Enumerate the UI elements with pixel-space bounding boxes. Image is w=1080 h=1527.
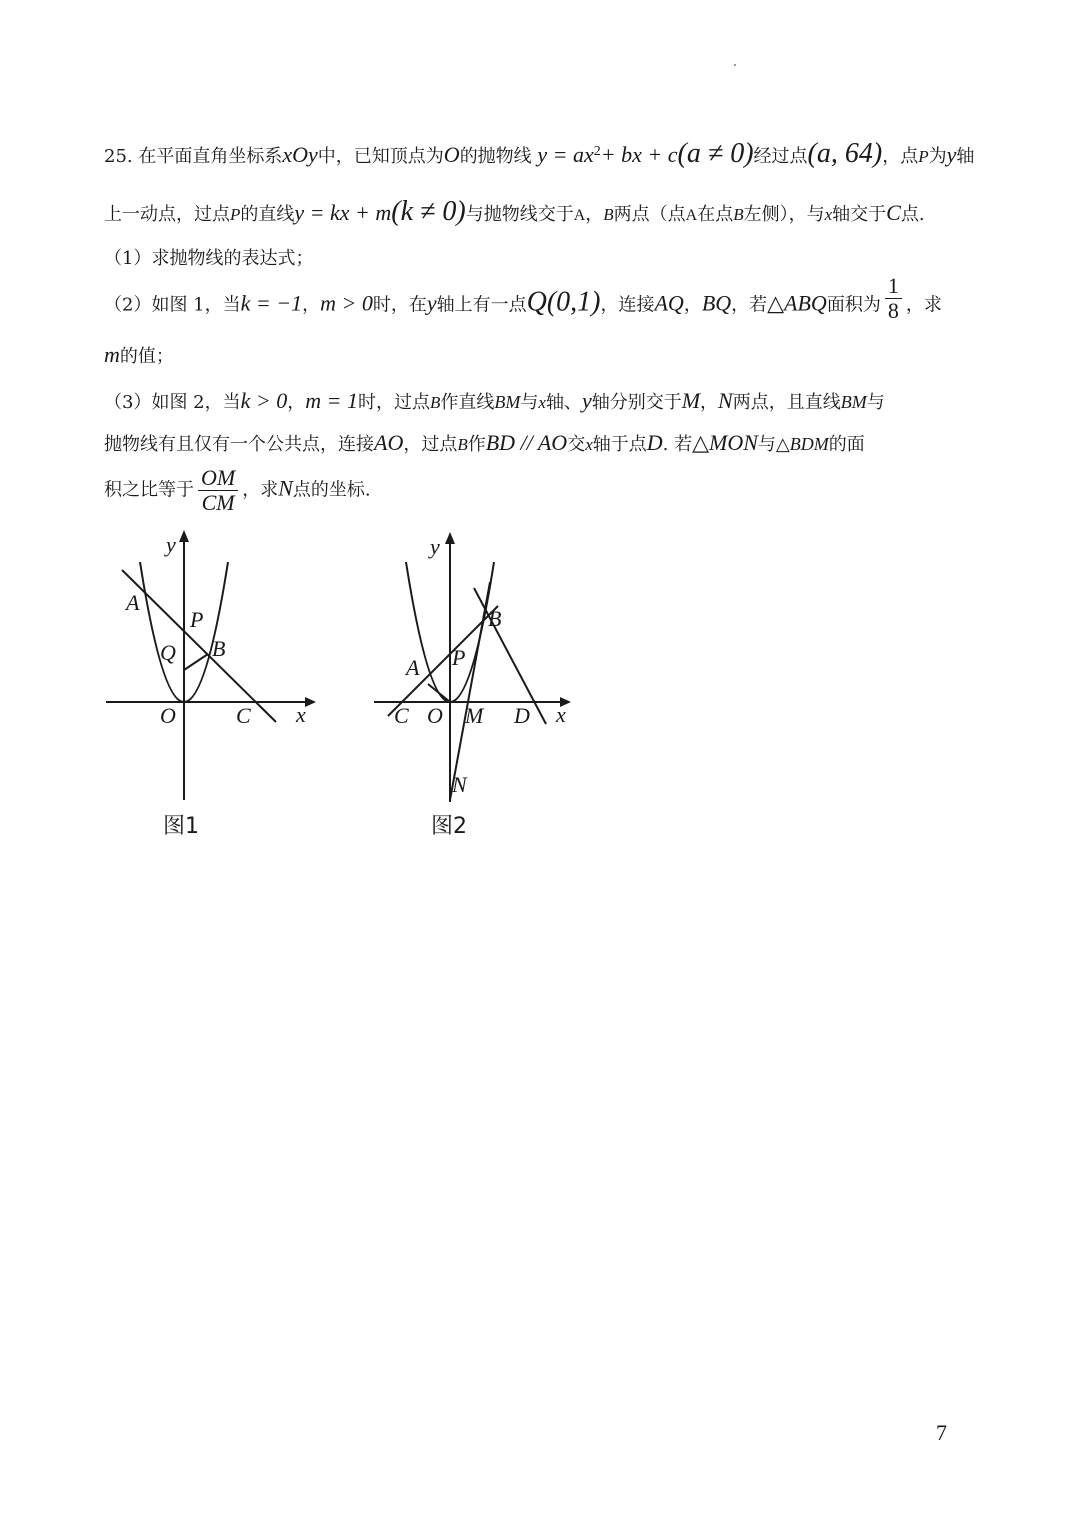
math-b: B xyxy=(457,435,468,454)
figure-1 xyxy=(100,530,330,830)
figure-2 xyxy=(368,530,598,830)
math-parabola-eq: y = ax xyxy=(537,142,594,167)
math-a: A xyxy=(685,207,698,224)
math-condition: (k ≠ 0) xyxy=(391,196,466,227)
math-n: N xyxy=(278,475,293,501)
text: 的面 xyxy=(828,434,865,455)
label-p: P xyxy=(452,645,466,670)
math-b: B xyxy=(430,393,441,412)
x-arrow xyxy=(305,697,316,707)
label-d: D xyxy=(514,703,530,728)
math-triangle-bdm: △BDM xyxy=(775,434,829,454)
page-number: 7 xyxy=(936,1420,947,1445)
question-3-line-3 xyxy=(104,466,371,515)
math-q-point: Q(0,1) xyxy=(526,286,601,318)
math-point: (a, 64) xyxy=(807,138,883,169)
label-q: Q xyxy=(160,640,176,665)
text: 交 xyxy=(567,434,586,455)
problem-line-2 xyxy=(104,198,925,226)
text: 中，已知顶点为 xyxy=(317,146,444,167)
math-y: y xyxy=(426,290,437,316)
label-o: O xyxy=(427,703,443,728)
text: 轴、 xyxy=(545,392,582,413)
text: 两点（点 xyxy=(613,204,686,225)
math-k: k > 0 xyxy=(240,388,288,413)
segment-qb xyxy=(184,654,208,670)
math-xoy: xOy xyxy=(282,142,318,167)
text: 面积为 xyxy=(826,294,881,316)
text: 上一动点，过点 xyxy=(104,204,230,225)
math-x: x xyxy=(824,205,833,224)
math-x: x xyxy=(585,435,593,454)
math-y: y xyxy=(946,142,957,167)
math-d: D xyxy=(646,430,663,455)
label-c: C xyxy=(394,703,409,728)
fraction-denominator: CM xyxy=(201,490,235,516)
text: 两点，且直线 xyxy=(732,392,841,413)
text: 左侧），与 xyxy=(743,204,825,225)
label-y: y xyxy=(166,532,176,557)
text: ， xyxy=(700,392,719,413)
text: ，连接 xyxy=(600,294,655,316)
label-o: O xyxy=(160,703,176,728)
math-b: B xyxy=(733,205,744,224)
math-aq: AQ xyxy=(654,290,684,316)
problem-number: 25. xyxy=(104,146,133,167)
math-bm: BM xyxy=(494,392,521,412)
label-a: A xyxy=(126,590,140,615)
text: 的抛物线 xyxy=(459,146,532,167)
text: 轴于点 xyxy=(592,434,647,455)
text: 为 xyxy=(928,146,947,167)
text: ，求 xyxy=(242,479,279,501)
fraction-one-eighth xyxy=(885,274,902,323)
text: ， xyxy=(302,294,321,316)
text: 与 xyxy=(520,392,539,413)
label-p: P xyxy=(190,607,204,632)
math-n-point: N xyxy=(718,388,733,413)
text: 与 xyxy=(757,434,776,455)
text: . 若 xyxy=(662,434,693,455)
fraction-denominator: 8 xyxy=(887,298,899,324)
text: 与 xyxy=(866,392,885,413)
text: （3）如图 2，当 xyxy=(104,392,241,413)
math-triangle-mon: △MON xyxy=(692,430,758,455)
text: ， xyxy=(683,294,702,316)
line-abc xyxy=(122,570,276,722)
text: 点. xyxy=(900,204,925,225)
question-2-line-1 xyxy=(104,273,942,324)
math-triangle-abq: △ABQ xyxy=(767,290,827,316)
math-k: k = −1 xyxy=(240,290,303,316)
math-bm: BM xyxy=(840,392,867,412)
text: ，点 xyxy=(882,146,919,167)
fraction-numerator: 1 xyxy=(885,274,902,299)
math-ao: AO xyxy=(374,430,404,455)
text: 的直线 xyxy=(240,204,295,225)
math-b: B xyxy=(603,205,614,224)
text: ，若 xyxy=(731,294,768,316)
line-nmb xyxy=(450,582,490,800)
math-bd-parallel-ao: BD // AO xyxy=(485,430,568,455)
text: （2）如图 1，当 xyxy=(104,294,241,316)
math-c: C xyxy=(886,200,901,225)
text: 与抛物线交于 xyxy=(465,204,574,225)
text: 轴 xyxy=(956,146,975,167)
math-x: x xyxy=(538,393,546,412)
fraction-numerator: OM xyxy=(198,466,238,491)
label-b: B xyxy=(212,636,226,661)
label-c: C xyxy=(236,703,251,728)
text: ， xyxy=(287,392,306,413)
text: 经过点 xyxy=(753,146,808,167)
question-1 xyxy=(104,250,313,268)
problem-line-1 xyxy=(104,140,974,168)
math-p: P xyxy=(918,147,929,166)
math-line-eq: y = kx + m xyxy=(294,200,392,225)
label-m: M xyxy=(465,703,484,728)
text: 在平面直角坐标系 xyxy=(138,146,283,167)
math-p: P xyxy=(230,205,241,224)
text: 轴上有一点 xyxy=(436,294,527,316)
label-x: x xyxy=(556,702,566,727)
figure-1-caption: 图1 xyxy=(163,814,199,839)
y-arrow xyxy=(179,530,189,542)
segment-ao xyxy=(428,684,450,702)
label-x: x xyxy=(296,702,306,727)
text: ，求 xyxy=(905,294,942,316)
text: 轴交于 xyxy=(832,204,887,225)
y-arrow xyxy=(445,532,455,544)
line-bd xyxy=(474,588,546,724)
question-2-line-2 xyxy=(104,344,174,366)
label-n: N xyxy=(452,772,467,797)
label-y: y xyxy=(430,534,440,559)
fraction-om-cm xyxy=(198,466,238,515)
math-bq: BQ xyxy=(701,290,732,316)
math-y: y xyxy=(581,388,592,413)
question-3-line-2 xyxy=(104,432,865,454)
math-m: m = 1 xyxy=(305,388,358,413)
text: 作直线 xyxy=(440,392,495,413)
math-m: m xyxy=(104,342,120,367)
text: 作 xyxy=(467,434,486,455)
question-3-line-1 xyxy=(104,390,885,412)
text: ，过点 xyxy=(403,434,458,455)
math-condition: (a ≠ 0) xyxy=(677,138,754,169)
math-parabola-eq-rest: + bx + c xyxy=(600,142,678,167)
math-exponent: 2 xyxy=(593,144,601,159)
math-m: m > 0 xyxy=(320,290,373,316)
text: 时，在 xyxy=(372,294,427,316)
math-o: O xyxy=(443,142,460,167)
scan-speck xyxy=(734,64,736,66)
label-b: B xyxy=(488,606,502,631)
text: ， xyxy=(585,204,604,225)
text: 在点 xyxy=(697,204,734,225)
text: （1）求抛物线的表达式； xyxy=(104,248,314,269)
text: 点的坐标. xyxy=(292,479,371,501)
text: 轴分别交于 xyxy=(591,392,682,413)
text: 抛物线有且仅有一个公共点，连接 xyxy=(104,434,374,455)
label-a: A xyxy=(406,655,420,680)
text: 积之比等于 xyxy=(104,479,194,501)
text: 的值； xyxy=(119,346,174,367)
math-a: A xyxy=(573,207,586,224)
math-m-point: M xyxy=(681,388,701,413)
text: 时，过点 xyxy=(358,392,430,413)
figure-2-caption: 图2 xyxy=(431,814,467,839)
